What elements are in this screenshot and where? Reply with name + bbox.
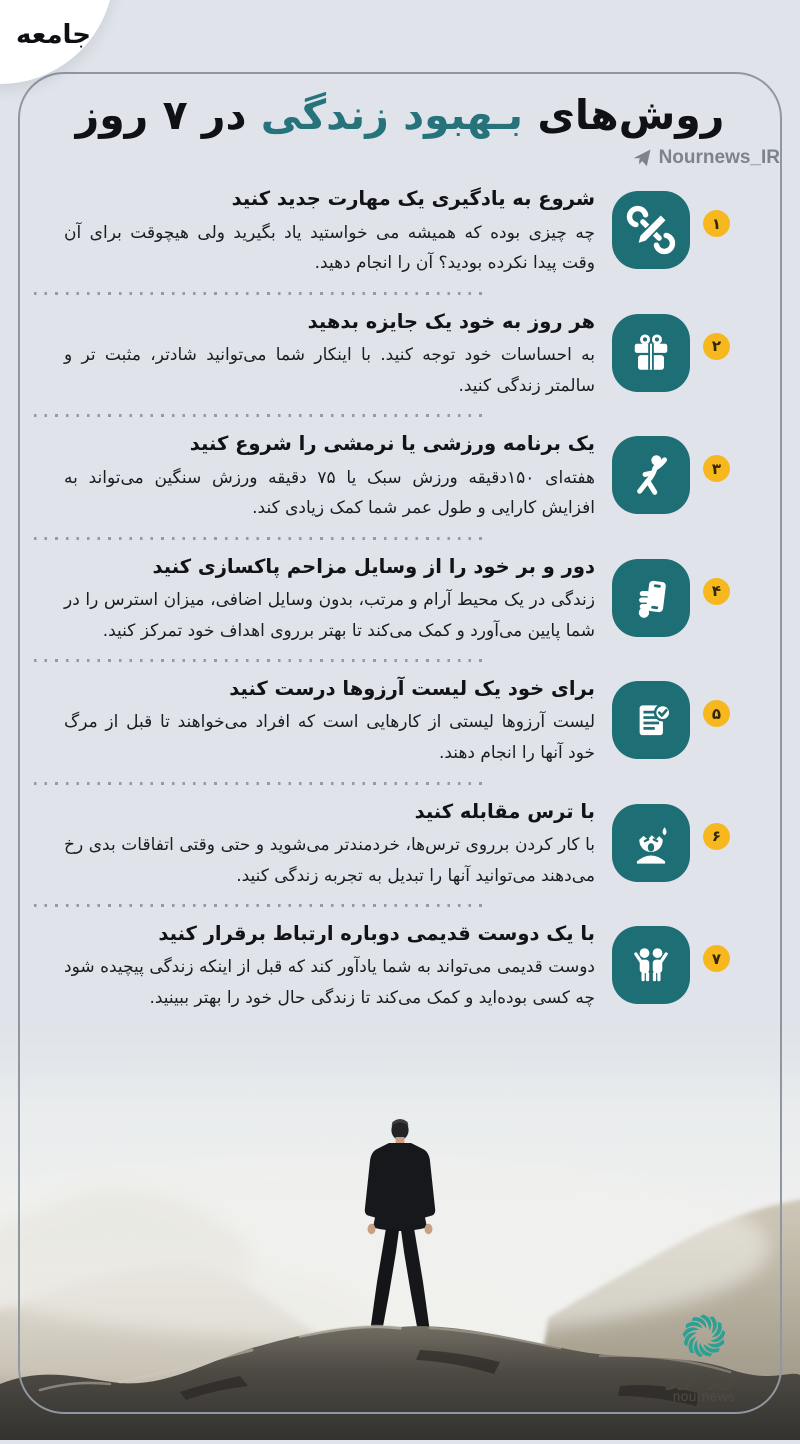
- dotted-divider: [34, 414, 486, 417]
- title-accent: بـهبود زندگی: [260, 91, 524, 139]
- tools-icon: [612, 191, 690, 269]
- item-body: دوست قدیمی می‌تواند به شما یادآور کند که قبل از اینکه زندگی پیچیده شود چه کسی بوده‌اید و کمک می‌کند تا زندگی حال خود را بهتر ببینید.: [64, 957, 595, 1009]
- item-body: لیست آرزوها لیستی از کارهایی است که افراد می‌خواهند تا قبل از مرگ خود آنها را انجام دهند.: [64, 712, 595, 764]
- item-body: زندگی در یک محیط آرام و مرتب، بدون وسایل اضافی، میزان استرس را در شما پایین می‌آورد و کمک می‌کند تا بهتر برروی اهداف خود تمرکز کنید.: [64, 590, 595, 641]
- nournews-logo: [646, 1308, 762, 1405]
- phone-declutter-icon: [612, 559, 690, 637]
- tip-item-6: [20, 798, 780, 891]
- item-heading: هر روز به خود یک جایزه بدهید: [307, 309, 595, 333]
- tip-item-4: [20, 553, 780, 646]
- page-title: [50, 90, 750, 141]
- title-part-1: روش‌های: [537, 91, 725, 139]
- dotted-divider: [34, 659, 486, 662]
- dotted-divider: [34, 904, 486, 907]
- item-body: به احساسات خود توجه کنید. با اینکار شما می‌توانید شادتر، مثبت تر و سالمتر زندگی کنید.: [64, 345, 595, 396]
- item-number-badge: ۷: [703, 945, 730, 972]
- exercise-icon: [612, 436, 690, 514]
- item-body: چه چیزی بوده که همیشه می خواستید یاد بگیرید ولی هیچوقت برای آن وقت پیدا نکرده بودید؟ آن را انجام دهید.: [64, 222, 595, 274]
- dotted-divider: [34, 782, 486, 785]
- logo-name-en: nournews: [672, 1389, 736, 1404]
- social-handle-text: Nournews_IR: [658, 147, 780, 169]
- tip-item-5: [20, 675, 780, 768]
- infographic-content: [20, 74, 780, 1412]
- item-number-badge: ۶: [703, 823, 730, 850]
- nournews-swirl-icon: [676, 1308, 732, 1364]
- item-heading: شروع به یادگیری یک مهارت جدید کنید: [231, 187, 595, 211]
- tip-item-7: [20, 920, 780, 1013]
- title-part-2: در ۷ روز: [75, 91, 247, 139]
- telegram-icon: [632, 148, 652, 168]
- wishlist-icon: [612, 681, 690, 759]
- item-number-badge: ۴: [703, 578, 730, 605]
- dotted-divider: [34, 537, 486, 540]
- item-number-badge: ۱: [703, 210, 730, 237]
- fear-face-icon: [612, 804, 690, 882]
- tip-item-2: [20, 308, 780, 401]
- item-body: با کار کردن برروی ترس‌ها، خردمندتر می‌شوید و حتی وقتی اتفاقات بدی رخ می‌دهند می‌توانید آنها را تبدیل به تجربه زندگی کنید.: [64, 834, 595, 886]
- friends-icon: [612, 926, 690, 1004]
- social-handle: [632, 147, 780, 169]
- category-badge-label: جامعه: [16, 20, 92, 50]
- dotted-divider: [34, 292, 486, 295]
- item-heading: برای خود یک لیست آرزوها درست کنید: [229, 677, 595, 701]
- tip-item-3: [20, 430, 780, 523]
- item-heading: با یک دوست قدیمی دوباره ارتباط برقرار کنید: [158, 922, 595, 946]
- item-heading: با ترس مقابله کنید: [414, 799, 595, 823]
- logo-name-fa: نورنیوز: [666, 1366, 742, 1390]
- tips-list: [20, 185, 780, 1013]
- item-body: هفته‌ای ۱۵۰دقیقه ورزش سبک یا ۷۵ دقیقه ورزش سنگین می‌تواند به افزایش کارایی و طول عمر شما کمک زیادی کند.: [64, 467, 595, 519]
- gift-icon: [612, 314, 690, 392]
- item-number-badge: ۳: [703, 455, 730, 482]
- tip-item-1: [20, 185, 780, 278]
- item-number-badge: ۲: [703, 333, 730, 360]
- item-heading: یک برنامه ورزشی یا نرمشی را شروع کنید: [189, 432, 595, 456]
- item-heading: دور و بر خود را از وسایل مزاحم پاکسازی کنید: [152, 554, 595, 578]
- item-number-badge: ۵: [703, 700, 730, 727]
